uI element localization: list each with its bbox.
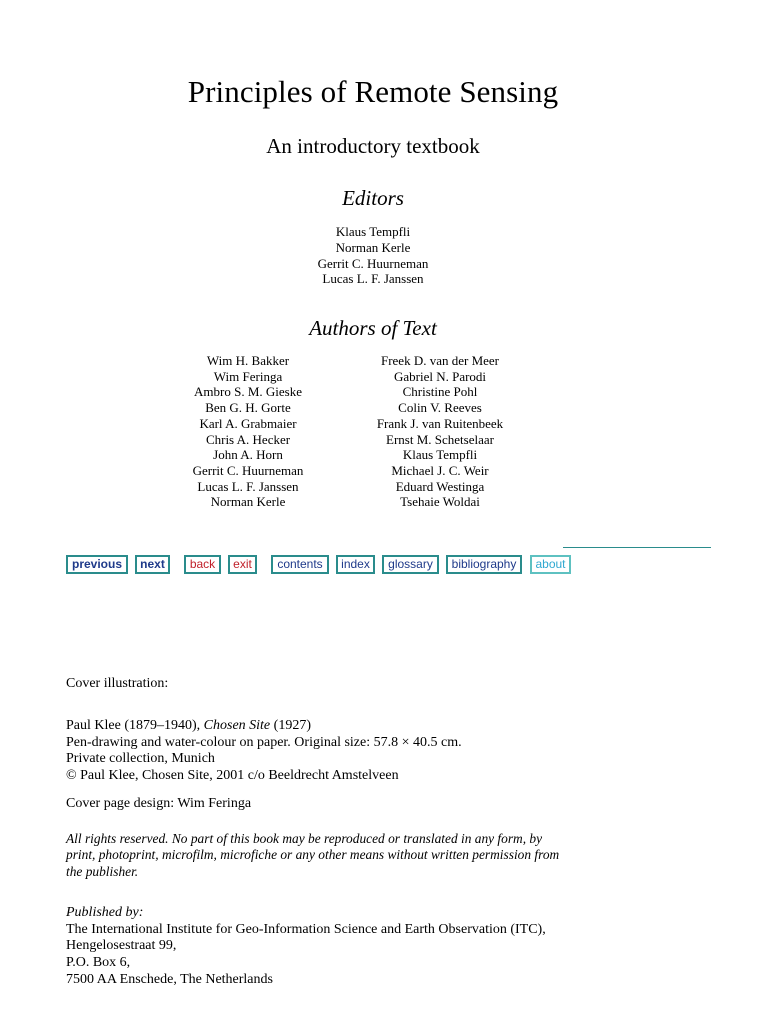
- author-name: Lucas L. F. Janssen: [197, 478, 299, 494]
- editor-name: Klaus Tempfli: [335, 224, 411, 239]
- nav-divider: [563, 547, 711, 548]
- previous-button[interactable]: previous: [66, 555, 128, 574]
- publisher-line: 7500 AA Enschede, The Netherlands: [66, 971, 273, 987]
- editor-name: Lucas L. F. Janssen: [322, 271, 424, 287]
- authors-heading: Authors of Text: [309, 316, 437, 340]
- cover-year: (1927): [270, 718, 311, 733]
- cover-design-credit: Cover page design: Wim Feringa: [66, 796, 252, 811]
- editors-heading: Editors: [342, 186, 404, 210]
- next-button[interactable]: next: [135, 555, 170, 574]
- author-name: Karl A. Grabmaier: [199, 415, 297, 431]
- author-name: Ernst M. Schetselaar: [386, 431, 494, 447]
- published-by-label: Published by:: [66, 905, 144, 920]
- cover-work-title: Chosen Site: [203, 718, 271, 733]
- author-name: Wim Feringa: [213, 368, 283, 384]
- rights-notice: All rights reserved. No part of this book may be reproduced or translated in any form, by print, photoprint, microfilm, microfiche or any other means without written permission from the publisher.: [66, 831, 560, 879]
- cover-artist-line: [66, 718, 566, 735]
- editor-name: Norman Kerle: [335, 239, 411, 255]
- author-name: Eduard Westinga: [395, 478, 485, 494]
- author-name: Freek D. van der Meer: [380, 353, 500, 368]
- publisher-line: P.O. Box 6,: [66, 955, 131, 971]
- exit-button[interactable]: exit: [228, 555, 257, 574]
- glossary-button[interactable]: glossary: [382, 555, 439, 574]
- book-title: Principles of Remote Sensing: [187, 74, 559, 109]
- cover-copyright: © Paul Klee, Chosen Site, 2001 c/o Beeldrecht Amstelveen: [66, 768, 399, 784]
- author-name: John A. Horn: [213, 447, 283, 463]
- cover-illustration-details: [66, 718, 566, 785]
- book-subtitle: An introductory textbook: [266, 134, 480, 158]
- authors-column-left: [168, 353, 328, 510]
- author-name: Colin V. Reeves: [398, 400, 482, 416]
- index-button[interactable]: index: [336, 555, 375, 574]
- author-name: Klaus Tempfli: [402, 447, 478, 463]
- cover-artist: Paul Klee (1879–1940),: [66, 718, 204, 733]
- publisher-line: Hengelosestraat 99,: [66, 938, 177, 954]
- contents-button[interactable]: contents: [271, 555, 329, 574]
- about-button[interactable]: about: [530, 555, 571, 574]
- publisher-line: The International Institute for Geo-Information Science and Earth Observation (ITC),: [66, 921, 546, 937]
- author-name: Gabriel N. Parodi: [393, 368, 487, 384]
- author-name: Norman Kerle: [210, 494, 286, 510]
- editor-name: Gerrit C. Huurneman: [317, 255, 429, 271]
- author-name: Tsehaie Woldai: [400, 494, 480, 510]
- author-name: Gerrit C. Huurneman: [192, 462, 304, 478]
- author-name: Wim H. Bakker: [206, 353, 290, 368]
- bibliography-button[interactable]: bibliography: [446, 555, 522, 574]
- cover-illustration-label: Cover illustration:: [66, 676, 169, 691]
- author-name: Michael J. C. Weir: [391, 462, 489, 478]
- cover-medium: Pen-drawing and water-colour on paper. Original size: 57.8 × 40.5 cm.: [66, 734, 462, 750]
- author-name: Ben G. H. Gorte: [205, 400, 291, 416]
- author-name: Chris A. Hecker: [205, 431, 291, 447]
- cover-collection: Private collection, Munich: [66, 751, 215, 767]
- author-name: Ambro S. M. Gieske: [194, 384, 302, 400]
- author-name: Christine Pohl: [402, 384, 478, 400]
- back-button[interactable]: back: [184, 555, 221, 574]
- publisher-block: [66, 905, 566, 989]
- editors-list: [0, 224, 746, 287]
- author-name: Frank J. van Ruitenbeek: [376, 415, 504, 431]
- authors-column-right: [355, 353, 525, 510]
